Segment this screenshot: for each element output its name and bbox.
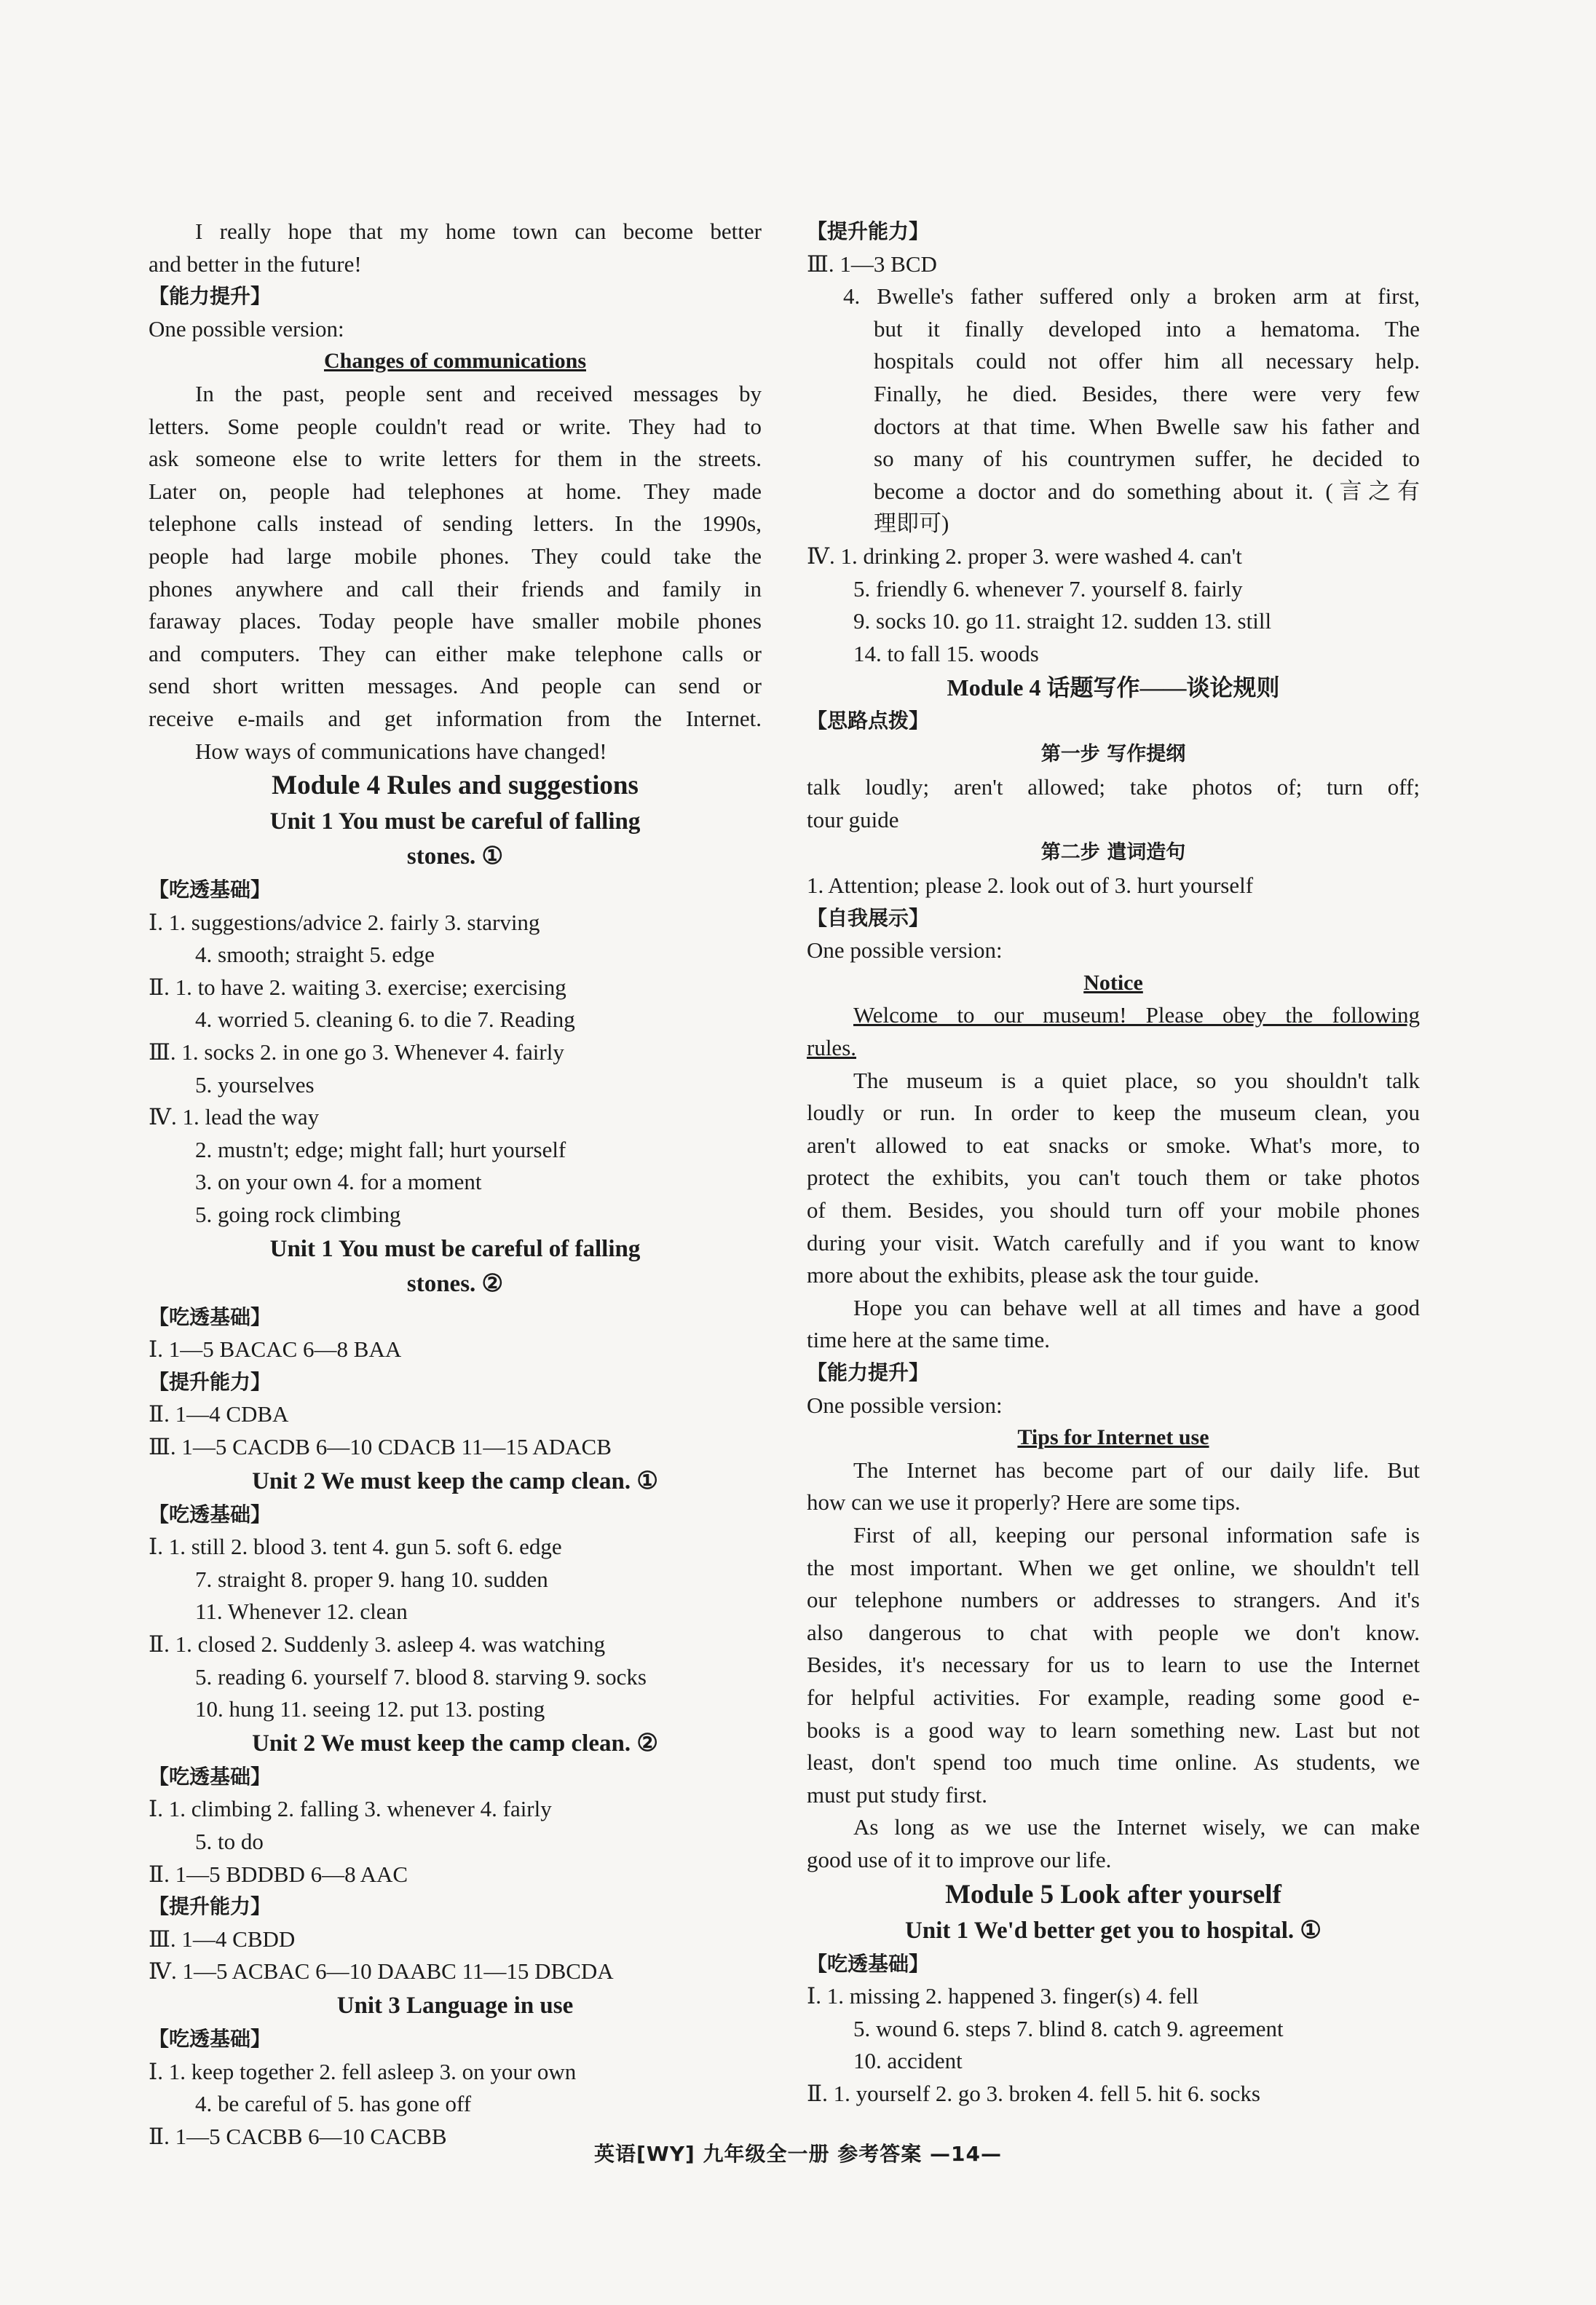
unit-title: stones. ① (406, 843, 504, 870)
answer-line: Ⅲ. 1. socks 2. in one go 3. Whenever 4. fairly (149, 1039, 564, 1065)
answer-line: 5. wound 6. steps 7. blind 8. catch 9. agreement (853, 2015, 1284, 2041)
section-tag: 【能力提升】 (807, 1360, 930, 1384)
text-line: and computers. They can either make telephone calls or (149, 640, 762, 666)
text-line: aren't allowed to eat snacks or smoke. What's more, to (807, 1132, 1420, 1158)
answer-line: Ⅱ. 1. yourself 2. go 3. broken 4. fell 5. hit 6. socks (807, 2080, 1260, 2106)
text-line: As long as we use the Internet wisely, we can make (853, 1814, 1420, 1840)
text-line: One possible version: (807, 937, 1003, 964)
text-line: Later on, people had telephones at home. They made (149, 478, 762, 504)
answer-line: Ⅰ. 1. missing 2. happened 3. finger(s) 4. fell (807, 1983, 1199, 2009)
text-line: how can we use it properly? Here are some tips. (807, 1489, 1241, 1516)
text-line: Besides, it's necessary for us to learn to use the Internet (807, 1652, 1420, 1678)
left-column (149, 216, 762, 2153)
answer-line: Ⅱ. 1—5 CACBB 6—10 CACBB (149, 2123, 447, 2149)
answer-line: Ⅱ. 1. closed 2. Suddenly 3. asleep 4. was watching (149, 1631, 606, 1657)
module-title: Module 5 Look after yourself (945, 1879, 1281, 1910)
answer-line: 5. reading 6. yourself 7. blood 8. starving 9. socks (195, 1663, 647, 1690)
text-line: 1. Attention; please 2. look out of 3. hurt yourself (807, 872, 1254, 899)
section-tag: 【吃透基础】 (807, 1951, 930, 1976)
module-writing-title: Module 4 话题写作——谈论规则 (947, 674, 1280, 701)
text-line: send short written messages. And people can send or (149, 673, 762, 699)
text-line: loudly or run. In order to keep the museum clean, you (807, 1100, 1420, 1126)
text-line: least, don't spend too much time online. As students, we (807, 1749, 1420, 1776)
step-title: 第二步 遣词造句 (1040, 841, 1186, 864)
answer-line: 9. socks 10. go 11. straight 12. sudden 13. still (853, 608, 1272, 634)
answer-line: 4. Bwelle's father suffered only a broken arm at first, (843, 283, 1420, 310)
section-tag: 【吃透基础】 (149, 878, 272, 902)
text-line: ask someone else to write letters for them in the streets. (149, 446, 762, 472)
answer-line: Finally, he died. Besides, there were very few (874, 380, 1420, 406)
page-footer: 英语[WY] 九年级全一册 参考答案 —14— (594, 2142, 1002, 2166)
answer-line: 3. on your own 4. for a moment (195, 1169, 482, 1195)
unit-title: Unit 2 We must keep the camp clean. ② (252, 1730, 658, 1757)
text-line: people had large mobile phones. They could take the (149, 543, 762, 569)
answer-line: 2. mustn't; edge; might fall; hurt yourself (195, 1136, 566, 1162)
answer-line: Ⅰ. 1. suggestions/advice 2. fairly 3. starving (149, 909, 540, 935)
answer-line: 4. smooth; straight 5. edge (195, 942, 435, 968)
unit-title: Unit 1 You must be careful of falling (269, 1235, 641, 1262)
text-line: of them. Besides, you should turn off your mobile phones (807, 1197, 1420, 1224)
answer-line: become a doctor and do something about it. (言之有 (874, 478, 1420, 504)
answer-line: Ⅳ. 1. lead the way (149, 1104, 320, 1130)
section-tag: 【吃透基础】 (149, 2026, 272, 2051)
text-line: our telephone numbers or addresses to strangers. And it's (807, 1587, 1420, 1613)
answer-line: but it finally developed into a hematoma. The (874, 315, 1420, 342)
step-title: 第一步 写作提纲 (1040, 742, 1186, 765)
text-line: phones anywhere and call their friends and family in (149, 575, 762, 602)
text-line: books is a good way to learn something new. Last but not (807, 1717, 1420, 1743)
answer-line: Ⅰ. 1. still 2. blood 3. tent 4. gun 5. soft 6. edge (149, 1534, 562, 1560)
answer-line: Ⅰ. 1—5 BACAC 6—8 BAA (149, 1336, 402, 1363)
tips-title: Tips for Internet use (1017, 1425, 1209, 1450)
answer-line: Ⅱ. 1. to have 2. waiting 3. exercise; exercising (149, 974, 566, 1000)
answer-line: Ⅳ. 1. drinking 2. proper 3. were washed 4. can't (807, 543, 1242, 569)
text-line: How ways of communications have changed! (195, 738, 607, 764)
answer-line: 10. accident (853, 2048, 963, 2074)
text-line: faraway places. Today people have smaller mobile phones (149, 608, 762, 634)
section-tag: 【自我展示】 (807, 905, 930, 930)
unit-title: Unit 3 Language in use (336, 1992, 574, 2019)
text-line: Welcome to our museum! Please obey the following (853, 1002, 1420, 1028)
text-line: good use of it to improve our life. (807, 1846, 1112, 1872)
text-line: for helpful activities. For example, reading some good e- (807, 1684, 1420, 1710)
answer-line: 4. worried 5. cleaning 6. to die 7. Reading (195, 1006, 575, 1033)
answer-line: 5. yourselves (195, 1071, 315, 1098)
answer-line: hospitals could not offer him all necessary help. (874, 348, 1420, 374)
text-line: telephone calls instead of sending letters. In the 1990s, (149, 511, 762, 537)
section-tag: 【提升能力】 (149, 1369, 272, 1394)
text-line: during your visit. Watch carefully and if you want to know (807, 1229, 1420, 1256)
answer-line: 5. to do (195, 1828, 264, 1854)
text-line: and better in the future! (149, 251, 362, 277)
text-line: time here at the same time. (807, 1327, 1050, 1353)
text-line: tour guide (807, 806, 899, 832)
section-tag: 【提升能力】 (807, 219, 930, 243)
text-line: The museum is a quiet place, so you shouldn't talk (853, 1067, 1420, 1093)
section-tag: 【提升能力】 (149, 1894, 272, 1919)
section-tag: 【吃透基础】 (149, 1304, 272, 1329)
essay-title: Changes of communications (323, 349, 586, 374)
answer-line: 5. going rock climbing (195, 1202, 401, 1228)
unit-title: Unit 1 We'd better get you to hospital. ① (905, 1917, 1322, 1944)
section-tag: 【吃透基础】 (149, 1764, 272, 1789)
answer-line: 14. to fall 15. woods (853, 640, 1039, 666)
text-line: must put study first. (807, 1781, 988, 1808)
answer-line: Ⅱ. 1—4 CDBA (149, 1401, 289, 1427)
text-line: The Internet has become part of our daily life. But (853, 1457, 1420, 1483)
text-line: more about the exhibits, please ask the tour guide. (807, 1262, 1260, 1288)
section-tag: 【吃透基础】 (149, 1502, 272, 1526)
answer-line: Ⅲ. 1—4 CBDD (149, 1926, 296, 1952)
answer-line: Ⅰ. 1. keep together 2. fell asleep 3. on your own (149, 2058, 577, 2084)
answer-line: 理即可) (874, 511, 949, 537)
answer-line: 11. Whenever 12. clean (195, 1599, 408, 1625)
text-line: Hope you can behave well at all times and have a good (853, 1294, 1420, 1320)
right-column (807, 216, 1420, 2110)
text-line: also dangerous to chat with people we don't know. (807, 1619, 1420, 1645)
answer-line: 7. straight 8. proper 9. hang 10. sudden (195, 1566, 548, 1592)
answer-line: Ⅳ. 1—5 ACBAC 6—10 DAABC 11—15 DBCDA (149, 1958, 614, 1985)
text-line: receive e-mails and get information from the Internet. (149, 705, 762, 731)
text-line: In the past, people sent and received messages by (195, 380, 762, 406)
unit-title: Unit 2 We must keep the camp clean. ① (252, 1467, 658, 1494)
answer-line: Ⅲ. 1—5 CACDB 6—10 CDACB 11—15 ADACB (149, 1434, 612, 1459)
answer-line: Ⅰ. 1. climbing 2. falling 3. whenever 4. fairly (149, 1796, 552, 1822)
text-line: One possible version: (149, 315, 344, 342)
text-line: talk loudly; aren't allowed; take photos of; turn off; (807, 773, 1420, 800)
answer-line: 4. be careful of 5. has gone off (195, 2091, 472, 2117)
text-line: protect the exhibits, you can't touch them or take photos (807, 1165, 1420, 1191)
answer-line: so many of his countrymen suffer, he decided to (874, 446, 1420, 472)
text-line: One possible version: (807, 1392, 1003, 1418)
module-title: Module 4 Rules and suggestions (272, 771, 639, 801)
text-line: First of all, keeping our personal information safe is (853, 1521, 1420, 1548)
unit-title: stones. ② (406, 1270, 504, 1297)
section-tag: 【思路点拨】 (807, 709, 930, 733)
answer-line: 10. hung 11. seeing 12. put 13. posting (195, 1696, 545, 1722)
answer-line: Ⅱ. 1—5 BDDBD 6—8 AAC (149, 1861, 408, 1887)
answer-line: doctors at that time. When Bwelle saw his father and (874, 413, 1420, 439)
text-line: I really hope that my home town can become better (195, 218, 762, 244)
answer-line: 5. friendly 6. whenever 7. yourself 8. fairly (853, 575, 1243, 602)
text-line: the most important. When we get online, we shouldn't tell (807, 1554, 1420, 1580)
text-line: rules. (807, 1035, 857, 1061)
section-tag: 【能力提升】 (149, 284, 272, 309)
answer-line: Ⅲ. 1—3 BCD (807, 251, 937, 277)
text-line: letters. Some people couldn't read or write. They had to (149, 413, 762, 439)
notice-title: Notice (1083, 970, 1143, 995)
unit-title: Unit 1 You must be careful of falling (269, 808, 641, 835)
